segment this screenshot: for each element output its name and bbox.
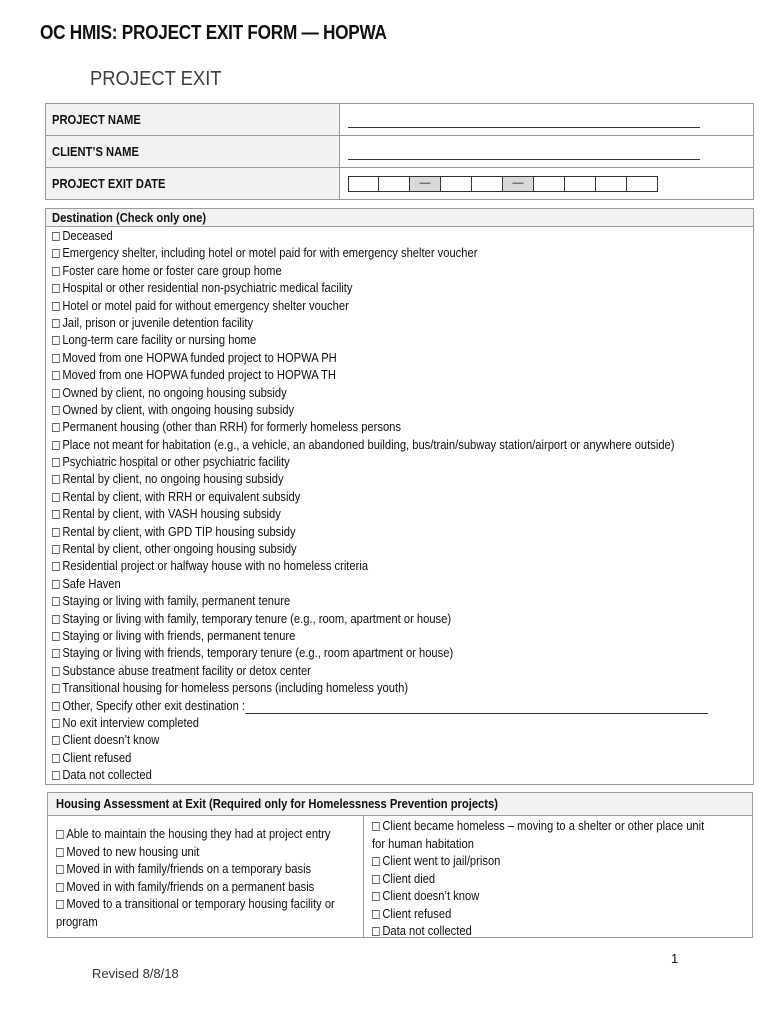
destination-option[interactable]: Moved from one HOPWA funded project to HOPWA PH: [52, 349, 753, 366]
checkbox-icon[interactable]: [52, 702, 60, 711]
checkbox-icon[interactable]: [52, 371, 60, 380]
checkbox-icon[interactable]: [52, 267, 60, 276]
checkbox-icon[interactable]: [52, 754, 60, 763]
housing-option-continued: program: [56, 913, 98, 929]
date-digit-box[interactable]: [472, 176, 503, 192]
destination-option[interactable]: Rental by client, with RRH or equivalent subsidy: [52, 488, 753, 505]
housing-option[interactable]: Moved in with family/friends on a permanent basis: [56, 878, 353, 896]
destination-option[interactable]: Long-term care facility or nursing home: [52, 331, 753, 348]
destination-option[interactable]: Hotel or motel paid for without emergency shelter voucher: [52, 297, 753, 314]
destination-option[interactable]: Foster care home or foster care group home: [52, 262, 753, 279]
checkbox-icon[interactable]: [52, 649, 60, 658]
destination-option[interactable]: Hospital or other residential non-psychiatric medical facility: [52, 279, 753, 296]
date-digit-box[interactable]: [348, 176, 379, 192]
destination-option[interactable]: Staying or living with friends, temporary tenure (e.g., room apartment or house): [52, 644, 753, 661]
checkbox-icon[interactable]: [372, 857, 380, 866]
checkbox-icon[interactable]: [52, 528, 60, 537]
checkbox-icon[interactable]: [52, 736, 60, 745]
destination-option[interactable]: Moved from one HOPWA funded project to HOPWA TH: [52, 366, 753, 383]
checkbox-icon[interactable]: [52, 249, 60, 258]
checkbox-icon[interactable]: [372, 892, 380, 901]
housing-option[interactable]: Client doesn’t know: [372, 887, 716, 905]
destination-option[interactable]: Data not collected: [52, 766, 753, 783]
date-separator: —: [503, 176, 534, 192]
destination-option[interactable]: Client refused: [52, 749, 753, 766]
destination-option[interactable]: Owned by client, no ongoing housing subsidy: [52, 384, 753, 401]
checkbox-icon[interactable]: [52, 389, 60, 398]
checkbox-icon[interactable]: [52, 597, 60, 606]
destination-option[interactable]: No exit interview completed: [52, 714, 753, 731]
other-destination-input[interactable]: [246, 702, 709, 714]
date-digit-box[interactable]: [441, 176, 472, 192]
checkbox-icon[interactable]: [56, 900, 64, 909]
checkbox-icon[interactable]: [56, 865, 64, 874]
housing-option[interactable]: Client became homeless – moving to a shelter or other place unit: [372, 817, 716, 835]
destination-option[interactable]: Rental by client, with GPD TIP housing subsidy: [52, 523, 753, 540]
destination-option[interactable]: Safe Haven: [52, 575, 753, 592]
destination-option[interactable]: Psychiatric hospital or other psychiatric facility: [52, 453, 753, 470]
housing-option[interactable]: Data not collected: [372, 922, 716, 940]
date-digit-box[interactable]: [534, 176, 565, 192]
checkbox-icon[interactable]: [52, 441, 60, 450]
destination-option[interactable]: Staying or living with family, permanent tenure: [52, 592, 753, 609]
checkbox-icon[interactable]: [52, 354, 60, 363]
destination-option[interactable]: Client doesn’t know: [52, 731, 753, 748]
housing-right-column: [364, 816, 770, 937]
checkbox-icon[interactable]: [52, 406, 60, 415]
housing-option[interactable]: Moved in with family/friends on a temporary basis: [56, 860, 353, 878]
checkbox-icon[interactable]: [56, 830, 64, 839]
revised-date: Revised 8/8/18: [92, 966, 179, 981]
project-name-field[interactable]: [348, 117, 700, 128]
checkbox-icon[interactable]: [52, 719, 60, 728]
destination-heading: Destination (Check only one): [46, 209, 753, 227]
checkbox-icon[interactable]: [372, 910, 380, 919]
housing-option[interactable]: Client refused: [372, 905, 716, 923]
housing-option[interactable]: Client went to jail/prison: [372, 852, 716, 870]
page-number: 1: [671, 951, 679, 966]
housing-option[interactable]: Moved to new housing unit: [56, 843, 353, 861]
checkbox-icon[interactable]: [52, 667, 60, 676]
destination-option[interactable]: Staying or living with friends, permanent tenure: [52, 627, 753, 644]
checkbox-icon[interactable]: [52, 684, 60, 693]
destination-option[interactable]: Permanent housing (other than RRH) for formerly homeless persons: [52, 418, 753, 435]
destination-option[interactable]: Place not meant for habitation (e.g., a vehicle, an abandoned building, bus/train/subway station/airport or anywhere outside): [52, 436, 753, 453]
checkbox-icon[interactable]: [56, 883, 64, 892]
date-digit-box[interactable]: [627, 176, 658, 192]
checkbox-icon[interactable]: [52, 458, 60, 467]
checkbox-icon[interactable]: [56, 848, 64, 857]
client-name-field[interactable]: [348, 149, 700, 160]
checkbox-icon[interactable]: [52, 580, 60, 589]
exit-date-field[interactable]: [348, 176, 753, 193]
client-name-label: CLIENT’S NAME: [46, 136, 340, 168]
project-name-label: PROJECT NAME: [46, 104, 340, 136]
destination-option-other[interactable]: Other, Specify other exit destination :: [52, 697, 753, 714]
destination-option[interactable]: Rental by client, other ongoing housing subsidy: [52, 540, 753, 557]
checkbox-icon[interactable]: [52, 562, 60, 571]
checkbox-icon[interactable]: [52, 493, 60, 502]
checkbox-icon[interactable]: [52, 545, 60, 554]
checkbox-icon[interactable]: [52, 423, 60, 432]
destination-option[interactable]: Deceased: [52, 227, 753, 244]
destination-option[interactable]: Rental by client, with VASH housing subsidy: [52, 505, 753, 522]
checkbox-icon[interactable]: [52, 319, 60, 328]
housing-option[interactable]: Moved to a transitional or temporary housing facility or: [56, 895, 353, 913]
checkbox-icon[interactable]: [52, 615, 60, 624]
checkbox-icon[interactable]: [52, 771, 60, 780]
destination-section: [45, 208, 754, 785]
section-title: PROJECT EXIT: [90, 68, 222, 90]
checkbox-icon[interactable]: [52, 232, 60, 241]
checkbox-icon[interactable]: [52, 284, 60, 293]
date-digit-box[interactable]: [596, 176, 627, 192]
checkbox-icon[interactable]: [52, 632, 60, 641]
housing-left-column: [48, 816, 364, 937]
destination-option[interactable]: Staying or living with family, temporary tenure (e.g., room, apartment or house): [52, 610, 753, 627]
housing-assessment-section: [47, 792, 753, 938]
destination-option[interactable]: Jail, prison or juvenile detention facility: [52, 314, 753, 331]
date-separator: —: [410, 176, 441, 192]
destination-option[interactable]: Substance abuse treatment facility or detox center: [52, 662, 753, 679]
destination-option[interactable]: Rental by client, no ongoing housing subsidy: [52, 470, 753, 487]
date-digit-box[interactable]: [565, 176, 596, 192]
form-title: OC HMIS: PROJECT EXIT FORM — HOPWA: [40, 22, 387, 44]
destination-option[interactable]: Transitional housing for homeless persons (including homeless youth): [52, 679, 753, 696]
project-info-table: [45, 103, 754, 200]
destination-option[interactable]: Emergency shelter, including hotel or motel paid for with emergency shelter voucher: [52, 244, 753, 261]
checkbox-icon[interactable]: [52, 510, 60, 519]
checkbox-icon[interactable]: [372, 927, 380, 936]
checkbox-icon[interactable]: [52, 302, 60, 311]
checkbox-icon[interactable]: [372, 822, 380, 831]
housing-option[interactable]: Able to maintain the housing they had at project entry: [56, 825, 353, 843]
housing-option[interactable]: Client died: [372, 870, 716, 888]
exit-date-label: PROJECT EXIT DATE: [46, 168, 340, 200]
checkbox-icon[interactable]: [52, 336, 60, 345]
date-digit-box[interactable]: [379, 176, 410, 192]
housing-option-continued: for human habitation: [372, 835, 474, 851]
checkbox-icon[interactable]: [372, 875, 380, 884]
checkbox-icon[interactable]: [52, 475, 60, 484]
destination-option[interactable]: Residential project or halfway house with no homeless criteria: [52, 557, 753, 574]
destination-option[interactable]: Owned by client, with ongoing housing subsidy: [52, 401, 753, 418]
housing-assessment-heading: Housing Assessment at Exit (Required only for Homelessness Prevention projects): [48, 793, 752, 816]
